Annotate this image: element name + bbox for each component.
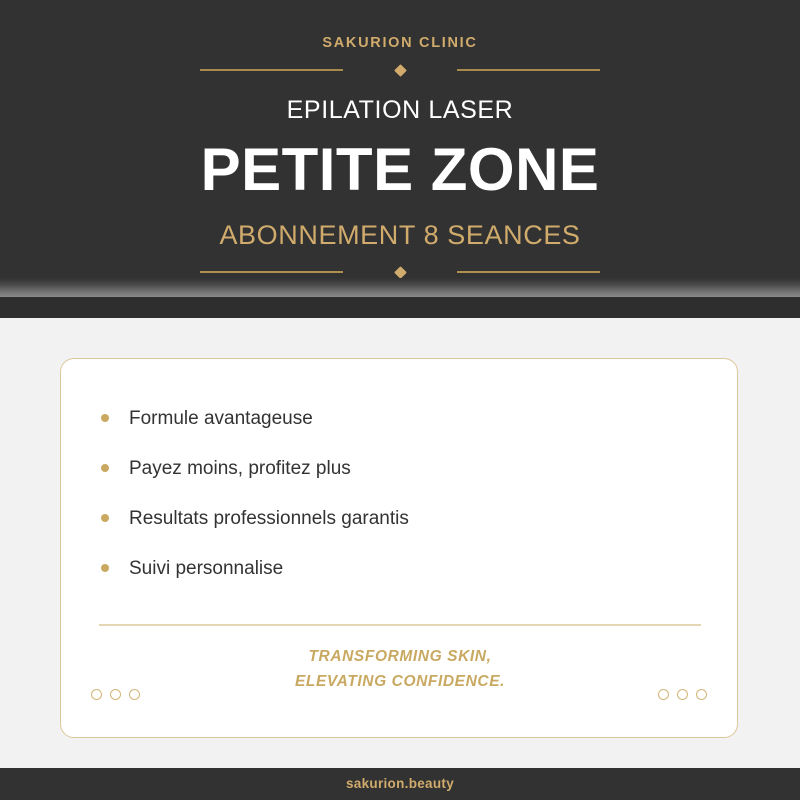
decoration-rings-left xyxy=(91,689,140,700)
service-label: EPILATION LASER xyxy=(286,95,514,124)
ornament-rule-left xyxy=(200,69,343,71)
ornament-rule-right xyxy=(457,271,600,273)
brand-name: SAKURION CLINIC xyxy=(322,35,478,51)
tagline xyxy=(61,644,739,694)
header-base-bar xyxy=(0,297,800,318)
benefit-label: Resultats professionnels garantis xyxy=(129,507,409,529)
benefit-label: Suivi personnalise xyxy=(129,557,284,579)
decoration-rings-right xyxy=(658,689,707,700)
list-item xyxy=(101,393,409,443)
page-title: PETITE ZONE xyxy=(200,135,600,203)
bullet-icon xyxy=(101,414,109,422)
bullet-icon xyxy=(101,564,109,572)
circle-icon xyxy=(696,689,707,700)
footer-handle: sakurion.beauty xyxy=(345,776,455,792)
header-ornament-bottom xyxy=(200,267,600,278)
card-divider xyxy=(99,624,701,626)
tagline-line-2: ELEVATING CONFIDENCE. xyxy=(294,673,506,691)
header-ornament-top xyxy=(200,65,600,76)
header-content xyxy=(0,0,800,278)
bullet-icon xyxy=(101,464,109,472)
circle-icon xyxy=(677,689,688,700)
ornament-rule-left xyxy=(200,271,343,273)
benefits-card xyxy=(60,358,738,738)
tagline-line-1: TRANSFORMING SKIN, xyxy=(308,648,492,665)
diamond-icon xyxy=(394,266,407,279)
diamond-icon xyxy=(394,64,407,77)
footer-bar xyxy=(0,768,800,800)
circle-icon xyxy=(110,689,121,700)
benefit-label: Payez moins, profitez plus xyxy=(129,457,351,479)
promo-header xyxy=(0,0,800,318)
header-gloss-band xyxy=(0,278,800,297)
list-item xyxy=(101,493,409,543)
content-area xyxy=(0,318,800,768)
benefits-list xyxy=(101,393,409,593)
ornament-rule-right xyxy=(457,69,600,71)
circle-icon xyxy=(91,689,102,700)
offer-label: ABONNEMENT 8 SEANCES xyxy=(219,219,581,250)
list-item xyxy=(101,543,409,593)
circle-icon xyxy=(658,689,669,700)
benefit-label: Formule avantageuse xyxy=(129,407,313,429)
list-item xyxy=(101,443,409,493)
bullet-icon xyxy=(101,514,109,522)
circle-icon xyxy=(129,689,140,700)
